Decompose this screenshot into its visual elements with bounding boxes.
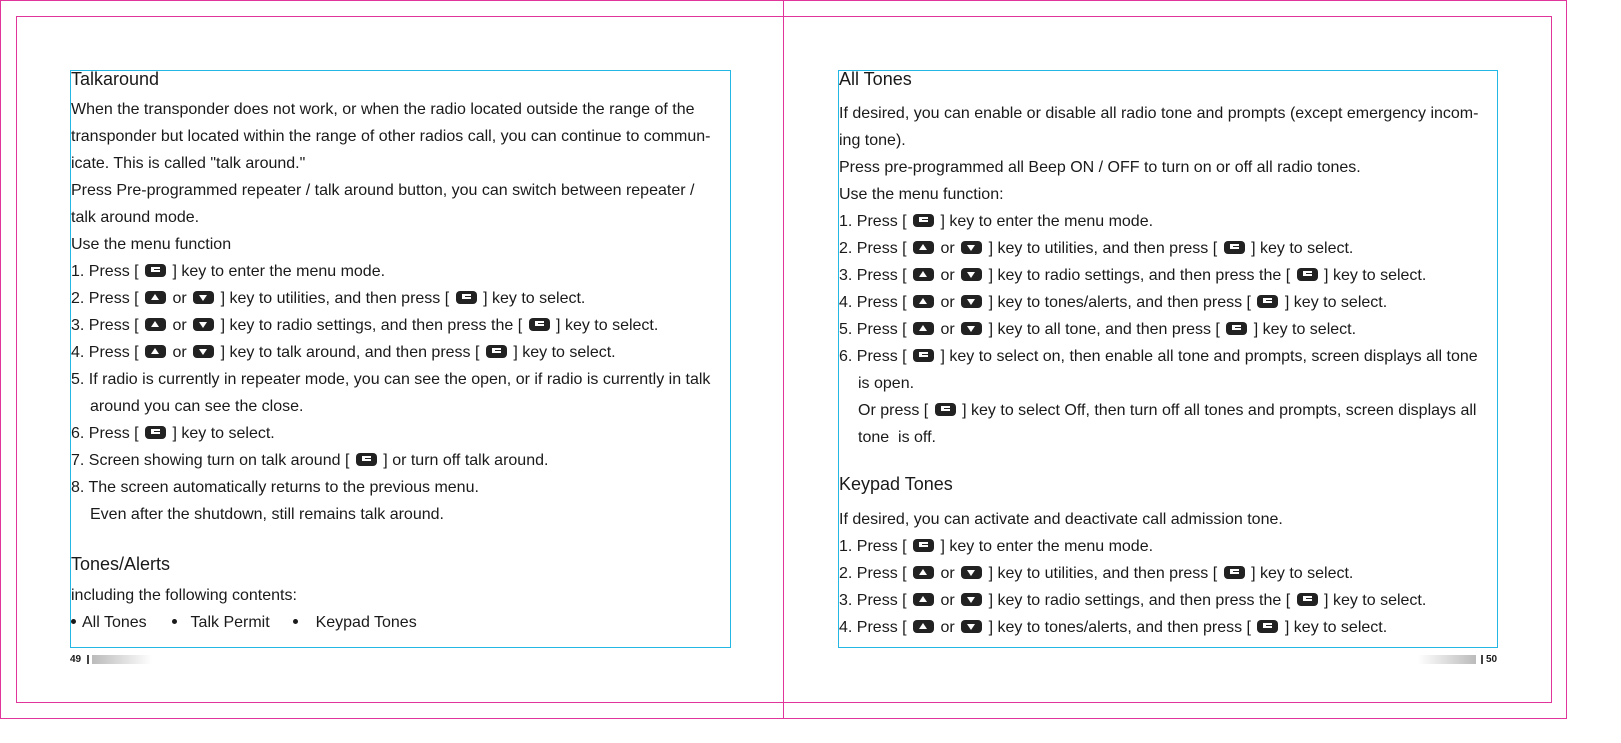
left-page-number: 49 <box>70 654 82 665</box>
or-text: or <box>172 317 187 334</box>
step-text: ] key to tones/alerts, and then press [ <box>988 294 1251 311</box>
step-text: 4. Press [ <box>839 619 907 636</box>
step-2 <box>839 564 1353 584</box>
menu-key-icon <box>356 453 377 466</box>
list-item: Talk Permit <box>190 614 270 631</box>
down-arrow-key-icon <box>961 322 982 335</box>
step-1 <box>839 212 1153 232</box>
step-text: ] key to select. <box>1251 240 1354 257</box>
step-text: 4. Press [ <box>71 344 139 361</box>
list-item: All Tones <box>82 614 147 631</box>
down-arrow-key-icon <box>193 345 214 358</box>
menu-key-icon <box>1257 295 1278 308</box>
step-text: ] key to select. <box>556 317 659 334</box>
step-1 <box>71 262 385 282</box>
down-arrow-key-icon <box>961 566 982 579</box>
menu-key-icon <box>913 214 934 227</box>
up-arrow-key-icon <box>913 322 934 335</box>
or-text: or <box>172 344 187 361</box>
step-text: ] key to select. <box>1253 321 1357 338</box>
step-6-or-continued: tone is off. <box>858 429 936 446</box>
page-number-divider <box>1481 655 1483 664</box>
step-text: ] key to tones/alerts, and then press [ <box>988 619 1251 636</box>
up-arrow-key-icon <box>913 593 934 606</box>
step-text: ] key to select. <box>1251 565 1354 582</box>
step-text: ] key to utilities, and then press [ <box>988 240 1218 257</box>
step-text: ] key to radio settings, and then press the [ <box>988 592 1291 609</box>
step-text: ] key to radio settings, and then press the [ <box>220 317 523 334</box>
or-text: or <box>172 290 187 307</box>
step-text: ] key to select. <box>1324 592 1427 609</box>
menu-function-intro: Use the menu function <box>71 236 232 253</box>
menu-key-icon <box>913 539 934 552</box>
step-3 <box>71 316 658 336</box>
or-text: or <box>940 619 955 636</box>
down-arrow-key-icon <box>961 593 982 606</box>
menu-key-icon <box>145 264 166 277</box>
tones-alerts-intro: including the following contents: <box>71 587 297 604</box>
step-text: 5. Press [ <box>839 321 907 338</box>
or-text: or <box>940 321 955 338</box>
step-2 <box>71 289 585 309</box>
or-text: or <box>940 267 955 284</box>
down-arrow-key-icon <box>961 620 982 633</box>
step-text: ] key to select Off, then turn off all tones and prompts, screen displays all <box>962 402 1477 419</box>
talkaround-para-line: When the transponder does not work, or when the radio located outside the range of the <box>71 101 695 118</box>
step-text: 7. Screen showing turn on talk around [ <box>71 452 350 469</box>
talkaround-para-line: Press Pre-programmed repeater / talk around button, you can switch between repeater / <box>71 182 695 199</box>
menu-key-icon <box>456 291 477 304</box>
step-4 <box>839 293 1387 313</box>
down-arrow-key-icon <box>193 291 214 304</box>
keypad-tones-heading: Keypad Tones <box>839 474 953 494</box>
step-text: ] key to select. <box>1284 619 1388 636</box>
step-5: 5. If radio is currently in repeater mode, you can see the open, or if radio is currently in talk <box>71 371 711 388</box>
step-8-continued: Even after the shutdown, still remains talk around. <box>90 506 444 523</box>
step-text: 3. Press [ <box>839 267 907 284</box>
menu-key-icon <box>1224 566 1245 579</box>
step-text: ] key to select. <box>1324 267 1427 284</box>
step-5 <box>839 320 1356 340</box>
right-page-content <box>838 70 1498 648</box>
step-text: ] key to enter the menu mode. <box>172 263 386 280</box>
up-arrow-key-icon <box>913 566 934 579</box>
step-text: ] key to select on, then enable all tone and prompts, screen displays all tone <box>940 348 1478 365</box>
menu-function-intro: Use the menu function: <box>839 186 1004 203</box>
step-text: ] key to select. <box>483 290 586 307</box>
step-text: 6. Press [ <box>839 348 907 365</box>
all-tones-para-line: ing tone). <box>839 132 906 149</box>
step-text: ] key to radio settings, and then press the [ <box>988 267 1291 284</box>
step-text: ] key to talk around, and then press [ <box>220 344 480 361</box>
talkaround-heading: Talkaround <box>71 69 160 89</box>
or-text: or <box>940 565 955 582</box>
step-3 <box>839 591 1426 611</box>
step-2 <box>839 239 1353 259</box>
up-arrow-key-icon <box>913 241 934 254</box>
up-arrow-key-icon <box>145 318 166 331</box>
up-arrow-key-icon <box>913 268 934 281</box>
step-1 <box>839 537 1153 557</box>
page-gradient-bar <box>92 655 152 664</box>
step-text: 1. Press [ <box>839 538 907 555</box>
down-arrow-key-icon <box>961 295 982 308</box>
up-arrow-key-icon <box>145 291 166 304</box>
talkaround-para-line: talk around mode. <box>71 209 200 226</box>
step-text: 6. Press [ <box>71 425 139 442</box>
all-tones-heading: All Tones <box>839 69 912 89</box>
step-text: ] key to utilities, and then press [ <box>988 565 1218 582</box>
step-text: 2. Press [ <box>71 290 139 307</box>
menu-key-icon <box>935 403 956 416</box>
down-arrow-key-icon <box>961 268 982 281</box>
all-tones-para-line: Press pre-programmed all Beep ON / OFF to turn on or off all radio tones. <box>839 159 1361 176</box>
step-4 <box>839 618 1387 638</box>
page-gradient-bar <box>1418 655 1476 664</box>
step-text: ] key to select. <box>172 425 275 442</box>
step-6-or <box>839 401 1476 421</box>
list-item: Keypad Tones <box>315 614 417 631</box>
talkaround-para-line: transponder but located within the range of other radios call, you can continue to commun- <box>71 128 711 145</box>
menu-key-icon <box>1226 322 1247 335</box>
or-text: or <box>940 592 955 609</box>
step-6-continued: is open. <box>858 375 915 392</box>
step-text: ] key to enter the menu mode. <box>940 538 1154 555</box>
step-text: 2. Press [ <box>839 565 907 582</box>
step-text: ] key to all tone, and then press [ <box>988 321 1220 338</box>
step-5-continued: around you can see the close. <box>90 398 304 415</box>
step-4 <box>71 343 616 363</box>
step-text: 1. Press [ <box>839 213 907 230</box>
page-number-divider <box>87 655 89 664</box>
up-arrow-key-icon <box>913 620 934 633</box>
menu-key-icon <box>1257 620 1278 633</box>
step-3 <box>839 266 1426 286</box>
step-text: 3. Press [ <box>71 317 139 334</box>
step-text: Or press [ <box>858 402 929 419</box>
left-page-content <box>70 70 731 648</box>
step-text: ] key to enter the menu mode. <box>940 213 1154 230</box>
menu-key-icon <box>486 345 507 358</box>
menu-key-icon <box>1297 268 1318 281</box>
all-tones-para-line: If desired, you can enable or disable all radio tone and prompts (except emergency incom- <box>839 105 1479 122</box>
step-text: ] key to utilities, and then press [ <box>220 290 450 307</box>
menu-key-icon <box>1297 593 1318 606</box>
tones-alerts-list <box>71 613 417 633</box>
step-6 <box>71 424 275 444</box>
or-text: or <box>940 294 955 311</box>
menu-key-icon <box>145 426 166 439</box>
spine-guide-line <box>783 0 784 719</box>
step-text: ] key to select. <box>1284 294 1388 311</box>
step-6 <box>839 347 1478 367</box>
menu-key-icon <box>1224 241 1245 254</box>
bullet-icon <box>71 619 76 624</box>
step-text: 4. Press [ <box>839 294 907 311</box>
menu-key-icon <box>529 318 550 331</box>
step-8: 8. The screen automatically returns to the previous menu. <box>71 479 479 496</box>
step-text: ] key to select. <box>513 344 616 361</box>
bullet-icon <box>293 619 298 624</box>
up-arrow-key-icon <box>145 345 166 358</box>
tones-alerts-heading: Tones/Alerts <box>71 554 171 574</box>
bullet-icon <box>172 619 177 624</box>
or-text: or <box>940 240 955 257</box>
step-text: 2. Press [ <box>839 240 907 257</box>
down-arrow-key-icon <box>193 318 214 331</box>
down-arrow-key-icon <box>961 241 982 254</box>
step-7 <box>71 451 548 471</box>
right-page-number: 50 <box>1486 654 1498 665</box>
up-arrow-key-icon <box>913 295 934 308</box>
step-text: 1. Press [ <box>71 263 139 280</box>
keypad-tones-para: If desired, you can activate and deactivate call admission tone. <box>839 511 1283 528</box>
menu-key-icon <box>913 349 934 362</box>
talkaround-para-line: icate. This is called "talk around." <box>71 155 306 172</box>
step-text: ] or turn off talk around. <box>383 452 549 469</box>
step-text: 3. Press [ <box>839 592 907 609</box>
